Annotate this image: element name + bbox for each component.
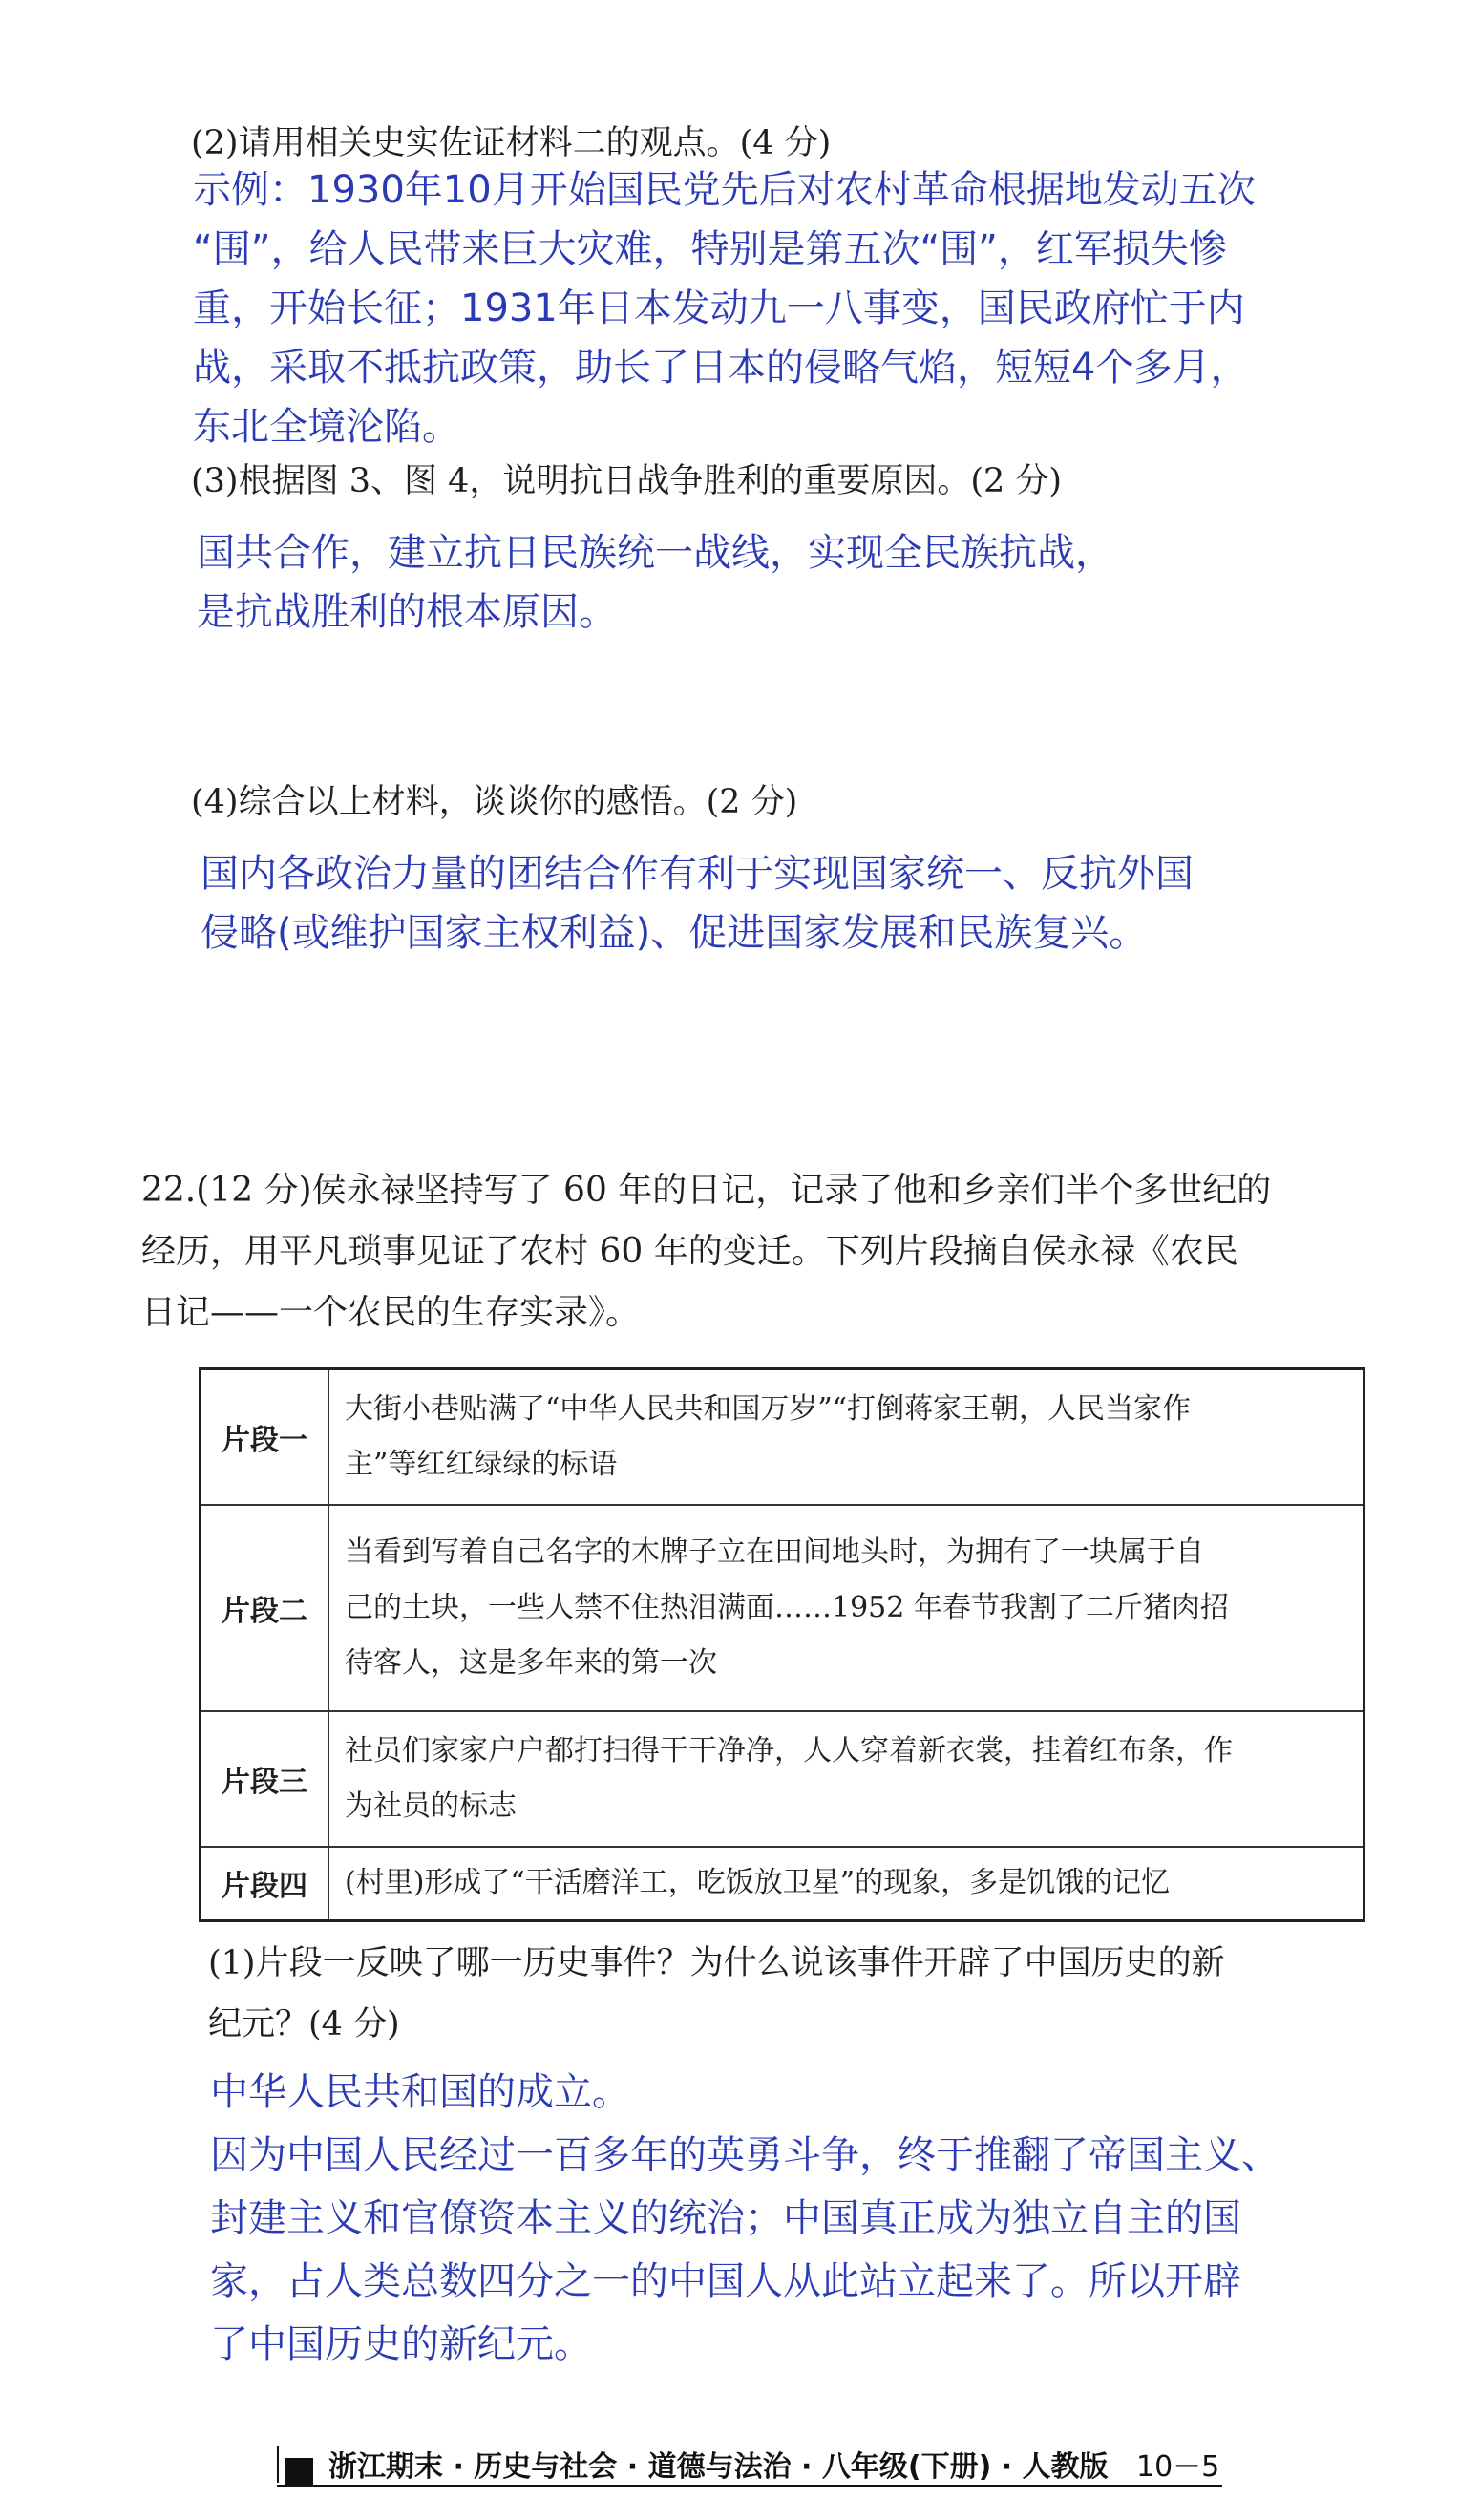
question-22-1-prompt (208, 1933, 1225, 2055)
fragment-line: 待客人，这是多年来的第一次 (345, 1645, 717, 1680)
fragment-line: 大街小巷贴满了“中华人民共和国万岁”“打倒蒋家王朝，人民当家作 (345, 1391, 1192, 1426)
stem-line: 22.(12 分)侯永禄坚持写了 60 年的日记，记录了他和乡亲们半个多世纪的 (141, 1171, 1272, 1210)
answer-line: 示例：1930年10月开始国民党先后对农村革命根据地发动五次 (193, 168, 1256, 212)
fragment-line: 主”等红红绿绿的标语 (345, 1447, 618, 1481)
fragment-text (328, 1505, 1364, 1711)
table-row (201, 1711, 1364, 1847)
table-row (201, 1369, 1364, 1505)
table-row (201, 1505, 1364, 1711)
fragment-line: 社员们家家户户都打扫得干干净净，人人穿着新衣裳，挂着红布条，作 (345, 1733, 1233, 1768)
answer-line: 中华人民共和国的成立。 (210, 2070, 630, 2114)
fragment-label: 片段四 (201, 1847, 329, 1921)
question-3-prompt: (3)根据图 3、图 4，说明抗日战争胜利的重要原因。(2 分) (191, 462, 1063, 500)
fragment-label: 片段一 (201, 1369, 329, 1505)
fragment-line: (村里)形成了“干活磨洋工，吃饭放卫星”的现象，多是饥饿的记忆 (345, 1866, 1171, 1900)
answer-line: 是抗战胜利的根本原因。 (197, 590, 617, 634)
footer-title: 浙江期末 · 历史与社会 · 道德与法治 · 八年级(下册) · 人教版 (328, 2450, 1109, 2484)
diary-fragments-table (199, 1367, 1365, 1922)
fragment-label: 片段二 (201, 1505, 329, 1711)
question-22-stem (141, 1160, 1364, 1344)
fragment-text (328, 1847, 1364, 1921)
footer-rule (277, 2485, 1222, 2487)
prompt-line: 纪元？(4 分) (208, 2005, 400, 2044)
answer-line: 国内各政治力量的团结合作有利于实现国家统一、反抗外国 (201, 852, 1194, 896)
question-2-answer (193, 160, 1256, 456)
prompt-line: (1)片段一反映了哪一历史事件？为什么说该事件开辟了中国历史的新 (208, 1944, 1225, 1982)
answer-line: 国共合作，建立抗日民族统一战线，实现全民族抗战， (197, 531, 1113, 575)
answer-line: 封建主义和官僚资本主义的统治；中国真正成为独立自主的国 (210, 2196, 1241, 2240)
table-row (201, 1847, 1364, 1921)
black-square-icon (285, 2458, 313, 2485)
answer-line: 因为中国人民经过一百多年的英勇斗争，终于推翻了帝国主义、 (210, 2133, 1279, 2177)
fragment-line: 当看到写着自己名字的木牌子立在田间地头时，为拥有了一块属于自 (345, 1535, 1204, 1569)
fragment-line: 为社员的标志 (345, 1789, 517, 1823)
answer-line: 东北全境沦陷。 (193, 405, 460, 449)
fragment-text (328, 1369, 1364, 1505)
page-footer (277, 2441, 1232, 2487)
page-number: 10－5 (1136, 2450, 1220, 2484)
fragment-line: 己的土块，一些人禁不住热泪满面……1952 年春节我割了二斤猪肉招 (345, 1590, 1229, 1624)
question-22-1-answer (210, 2061, 1279, 2376)
answer-line: “围”，给人民带来巨大灾难，特别是第五次“围”，红军损失惨 (193, 227, 1227, 271)
answer-line: 重，开始长征；1931年日本发动九一八事变，国民政府忙于内 (193, 286, 1245, 330)
question-3-answer (197, 523, 1113, 642)
question-4-prompt: (4)综合以上材料，谈谈你的感悟。(2 分) (191, 783, 798, 821)
question-2-prompt: (2)请用相关史实佐证材料二的观点。(4 分) (191, 124, 832, 162)
footer-bar (277, 2446, 279, 2483)
fragment-text (328, 1711, 1364, 1847)
answer-line: 侵略(或维护国家主权利益)、促进国家发展和民族复兴。 (201, 911, 1148, 955)
question-4-answer (201, 844, 1194, 963)
answer-line: 家，占人类总数四分之一的中国人从此站立起来了。所以开辟 (210, 2259, 1241, 2303)
answer-line: 了中国历史的新纪元。 (210, 2322, 592, 2366)
stem-line: 日记——一个农民的生存实录》。 (141, 1293, 641, 1332)
stem-line: 经历，用平凡琐事见证了农村 60 年的变迁。下列片段摘自侯永禄《农民 (141, 1232, 1238, 1271)
fragment-label: 片段三 (201, 1711, 329, 1847)
answer-line: 战，采取不抵抗政策，助长了日本的侵略气焰，短短4个多月， (193, 346, 1249, 390)
